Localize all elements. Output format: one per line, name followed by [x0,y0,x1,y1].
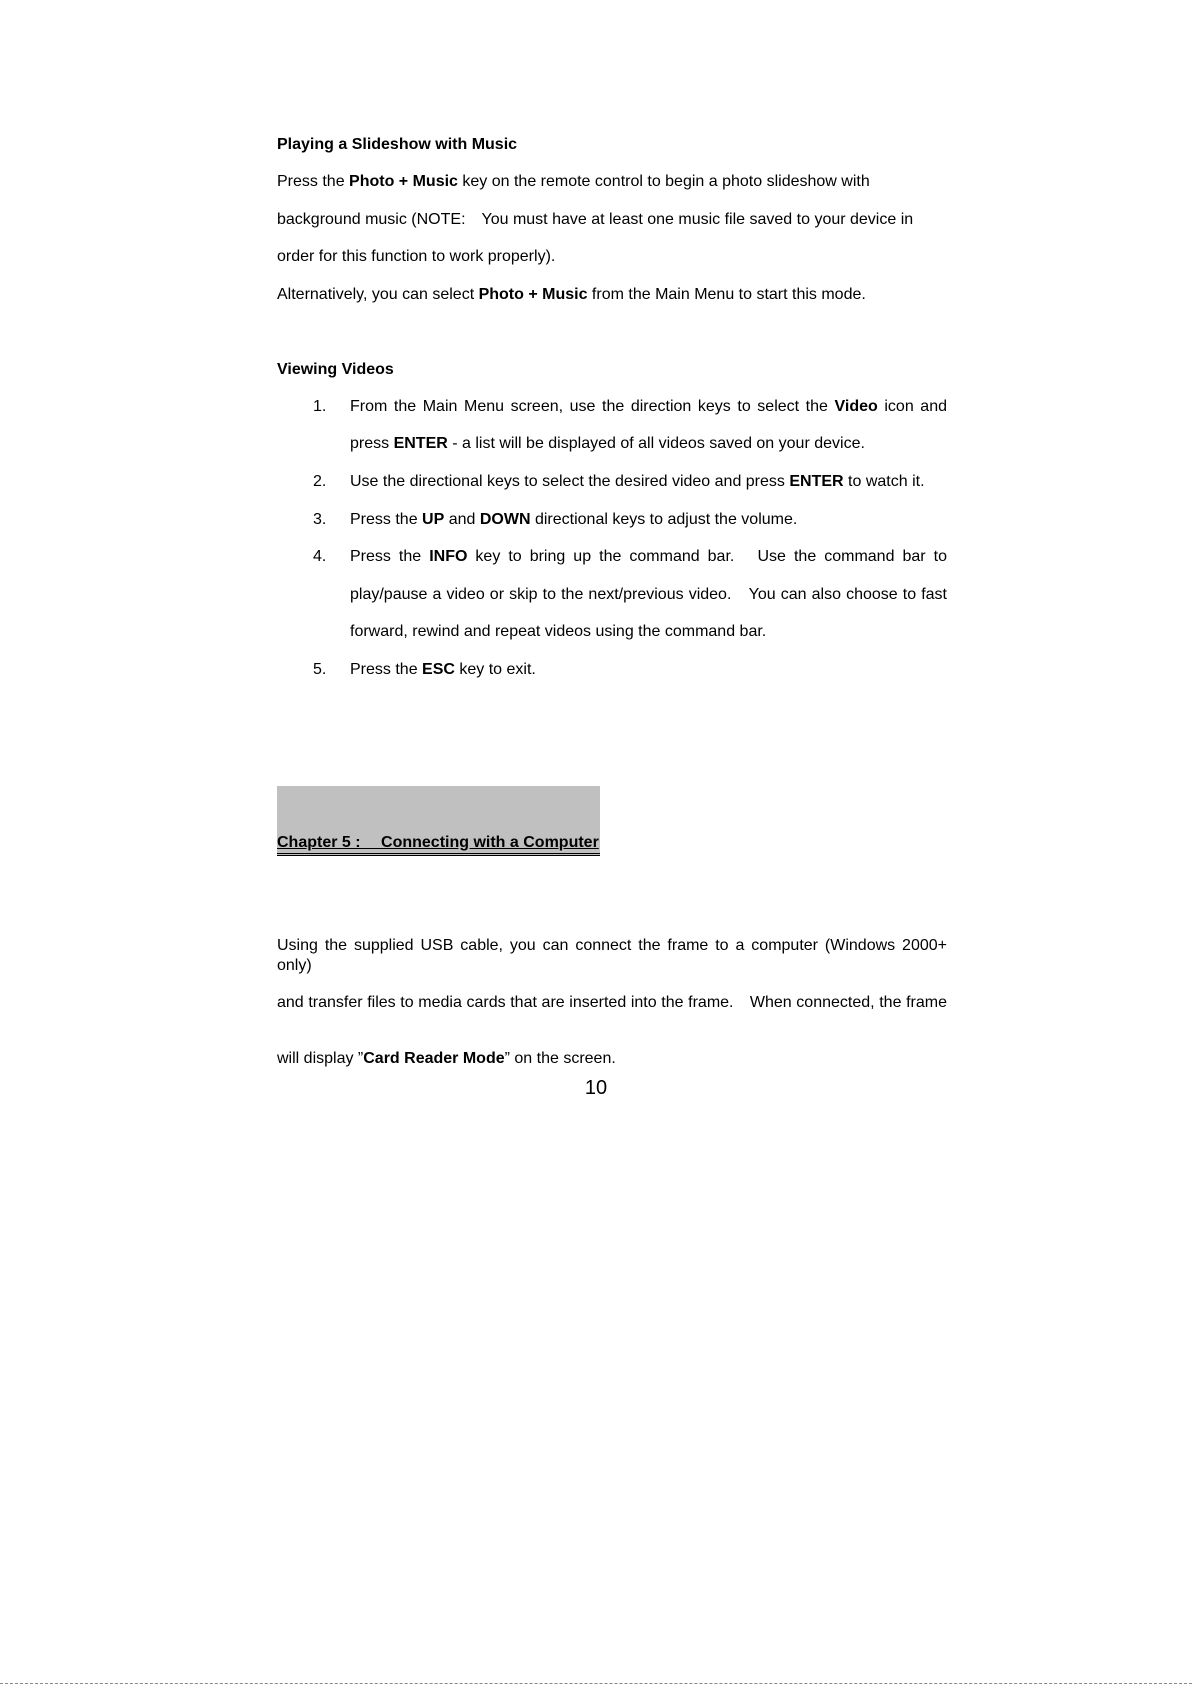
list-item-4-line-3: forward, rewind and repeat videos using the command bar. [350,623,767,640]
text-run: ” on the screen. [504,1050,616,1067]
text-run: key on the remote control to begin a photo slideshow with [457,173,870,190]
down-key-label: DOWN [479,511,531,528]
page-bottom-rule [0,1683,1192,1684]
text-run: and [444,511,480,528]
page-number: 10 [584,1077,608,1099]
text-run: Alternatively, you can select [277,286,479,303]
text-run: directional keys to adjust the volume. [530,511,798,528]
slideshow-paragraph-line-2: background music (NOTE: You must have at least one music file saved to your device in [277,211,914,228]
computer-paragraph-line-2: and transfer files to media cards that are inserted into the frame. When connected, the frame [277,994,947,1011]
list-item-1-line-1 [350,397,947,417]
list-item-number: 3. [313,511,327,528]
text-run: Press the [277,173,350,190]
text-run: will display ” [277,1050,364,1067]
text-run: press [350,435,394,452]
chapter-title: Chapter 5 : Connecting with a Computer [277,834,599,851]
text-run: from the Main Menu to start this mode. [587,286,866,303]
list-item-5-line-1 [350,660,536,680]
list-item-number: 5. [313,661,327,678]
list-item-number: 4. [313,548,327,565]
slideshow-paragraph-line-3: order for this function to work properly). [277,248,556,265]
computer-paragraph-line-1: Using the supplied USB cable, you can connect the frame to a computer (Windows 2000+ only) [277,937,947,974]
slideshow-alternative-line [277,285,866,305]
list-item-4-line-2: play/pause a video or skip to the next/previous video. You can also choose to fast [350,586,947,603]
enter-key-label: ENTER [393,435,448,452]
text-run: Use the directional keys to select the desired video and press [350,473,790,490]
photo-music-menu-label: Photo + Music [478,286,588,303]
videos-heading: Viewing Videos [277,361,394,378]
list-item-4-line-1 [350,547,947,567]
enter-key-label: ENTER [789,473,844,490]
esc-key-label: ESC [422,661,455,678]
text-run: Press the [350,661,423,678]
text-run: key to exit. [454,661,536,678]
slideshow-paragraph-line-1 [277,172,870,192]
chapter-underline-rule [277,853,600,856]
computer-paragraph-line-3 [277,1049,616,1069]
photo-music-key-label: Photo + Music [349,173,458,190]
card-reader-mode-label: Card Reader Mode [363,1050,505,1067]
text-run: Press the [350,548,430,565]
list-item-3-line-1 [350,510,797,530]
list-item-2-line-1 [350,472,925,492]
list-item-1-line-2 [350,434,865,454]
text-run: key to bring up the command bar. Use the command bar to [467,548,947,565]
text-run: - a list will be displayed of all videos saved on your device. [447,435,865,452]
text-run: to watch it. [843,473,925,490]
info-key-label: INFO [429,548,468,565]
list-item-number: 2. [313,473,327,490]
slideshow-heading: Playing a Slideshow with Music [277,136,518,153]
list-item-number: 1. [313,398,327,415]
up-key-label: UP [422,511,445,528]
video-icon-label: Video [834,398,878,415]
text-run: Press the [350,511,423,528]
text-run: From the Main Menu screen, use the direction keys to select the [350,398,835,415]
text-run: icon and [877,398,948,415]
